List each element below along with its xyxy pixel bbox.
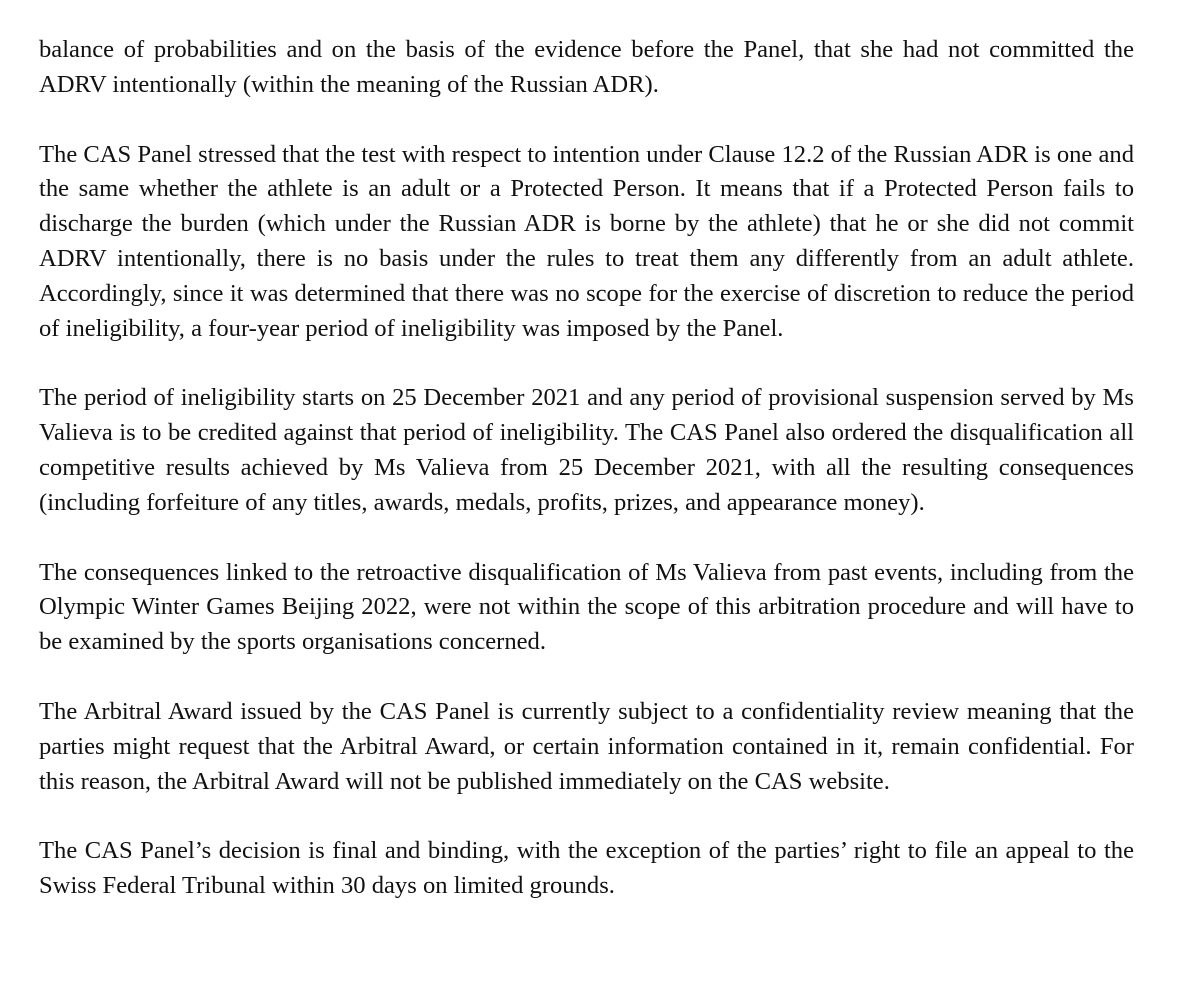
paragraph-ineligibility-period: The period of ineligibility starts on 25 December 2021 and any period of provisional suspension served by Ms Valieva is to be credited against that period of ineligibility. The CAS Panel also ordered the disqualification all competitive results achieved by Ms Valieva from 25 December 2021, with all the resulting consequences (including forfeiture of any titles, awards, medals, profits, prizes, and appearance money). bbox=[39, 384, 1134, 516]
paragraph-confidentiality-review: The Arbitral Award issued by the CAS Panel is currently subject to a confidentiality review meaning that the parties might request that the Arbitral Award, or certain information contained in it, remain confidential. For this reason, the Arbitral Award will not be published immediately on the CAS website. bbox=[39, 697, 1134, 795]
paragraph-intention-test: The CAS Panel stressed that the test with respect to intention under Clause 12.2 of the Russian ADR is one and the same whether the athlete is an adult or a Protected Person. It means that if a Protected Person fails to discharge the burden (which under the Russian ADR is borne by the athlete) that he or she did not commit ADRV intentionally, there is no basis under the rules to treat them any differently from an adult athlete. Accordingly, since it was determined that there was no scope for the exercise of discretion to reduce the period of ineligibility, a four-year period of ineligibility was imposed by the Panel. bbox=[39, 140, 1134, 342]
paragraph-evidence-conclusion: balance of probabilities and on the basis of the evidence before the Panel, that she had not committed the ADRV intentionally (within the meaning of the Russian ADR). bbox=[39, 36, 1134, 98]
paragraph-retroactive-disqualification: The consequences linked to the retroactive disqualification of Ms Valieva from past events, including from the Olympic Winter Games Beijing 2022, were not within the scope of this arbitration procedure and will have to be examined by the sports organisations concerned. bbox=[39, 558, 1134, 656]
document-body bbox=[39, 33, 1134, 904]
paragraph-appeal-rights: The CAS Panel’s decision is final and binding, with the exception of the parties’ right to file an appeal to the Swiss Federal Tribunal within 30 days on limited grounds. bbox=[39, 837, 1134, 900]
